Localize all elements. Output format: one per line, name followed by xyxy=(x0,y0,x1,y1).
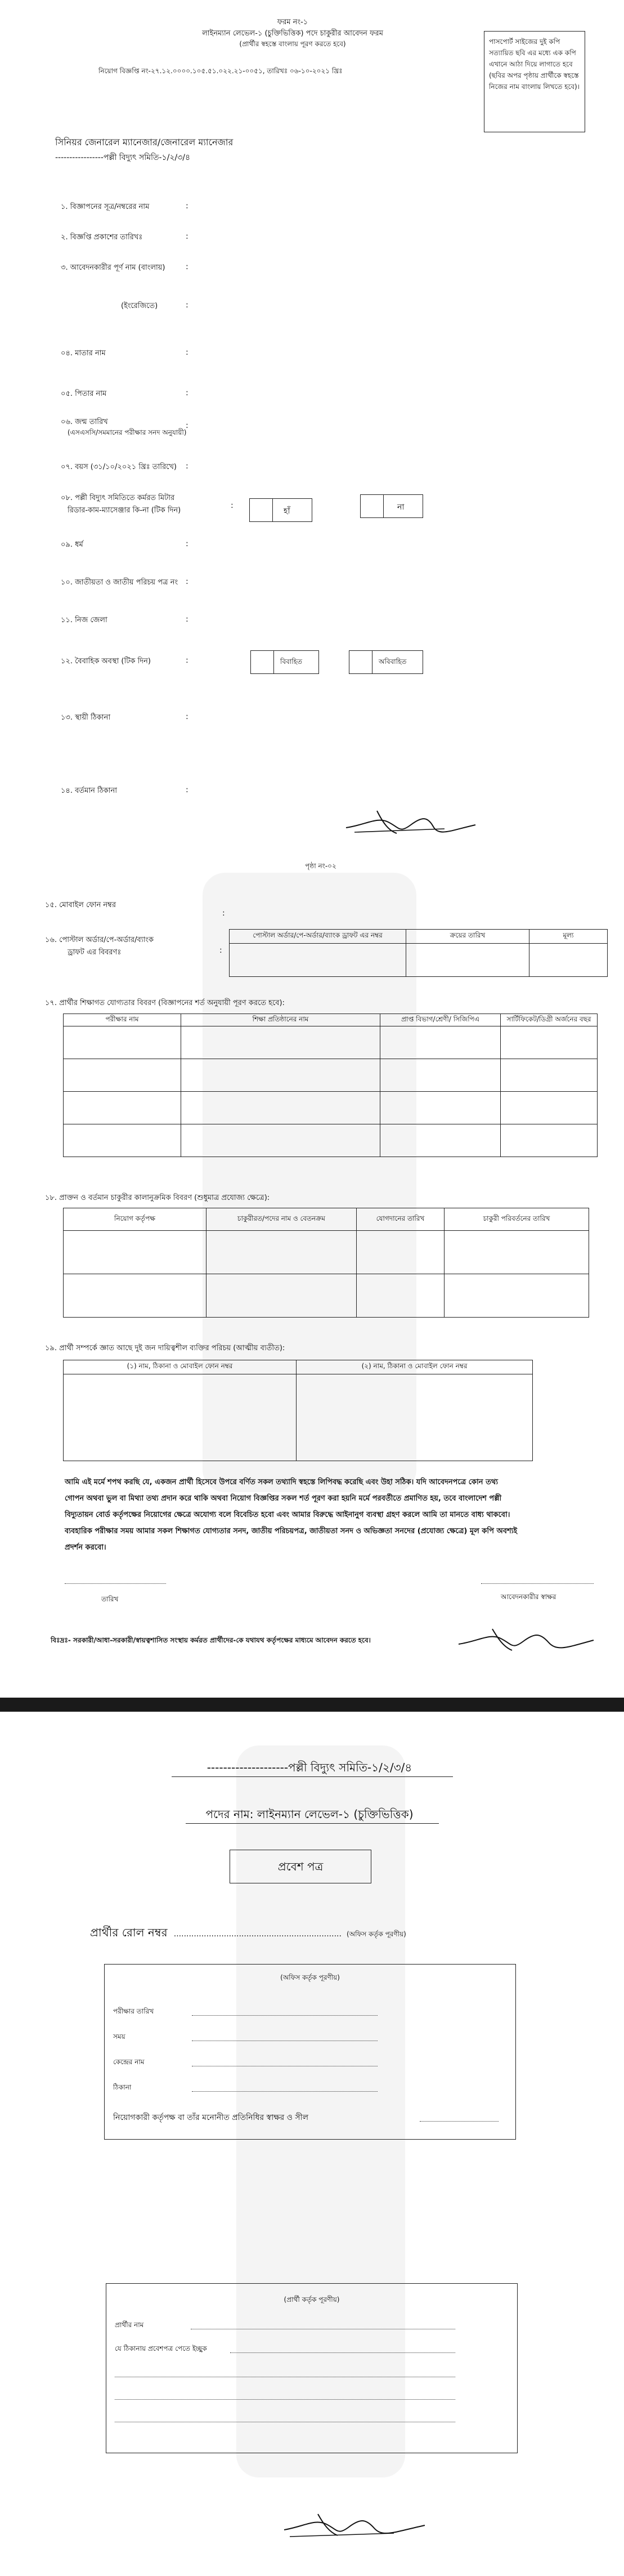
employment-table xyxy=(63,1208,589,1318)
section-employment: ১৮. প্রাক্তন ও বর্তমান চাকুরীর কালানুক্রমিক বিবরণ (শুধুমাত্র প্রযোজ্য ক্ষেত্রে): xyxy=(45,1194,270,1202)
declaration-line: গোপন অথবা ভুল বা মিথ্যা তথ্য প্রদান করে থাকি অথবা নিয়োগ বিজ্ঞপ্তির সকল শর্ত পূরণ করা হয়নি মর্মে পরবর্তীতে প্রমাণিত হয়, তবে বাংলাদেশ পল্লী xyxy=(65,1494,502,1503)
job-cell[interactable] xyxy=(357,1274,445,1318)
field-name-bangla: ৩. আবেদনকারীর পূর্ণ নাম (বাংলায়) xyxy=(61,264,165,272)
form-subtitle: (প্রার্থীর স্বহস্তে বাংলায় পূরণ করতে হবে) xyxy=(239,40,346,48)
job-header-join: যোগদানের তারিখ xyxy=(357,1208,445,1231)
field-nid: ১০. জাতীয়তা ও জাতীয় পরিচয় পত্র নং xyxy=(61,578,178,587)
field-permanent-address: ১৩. স্থায়ী ঠিকানা xyxy=(61,713,111,722)
authority-signature-label: নিয়োগকারী কর্তৃপক্ষ বা তাঁর মনোনীত প্রতিনিধির স্বাক্ষর ও সীল xyxy=(113,2113,309,2122)
edu-cell[interactable] xyxy=(380,1124,501,1157)
underline xyxy=(172,1776,453,1777)
job-header-change: চাকুরী পরিবর্তনের তারিখ xyxy=(445,1208,589,1231)
colon: : xyxy=(186,462,188,471)
edu-header-institute: শিক্ষা প্রতিষ্ঠানের নাম xyxy=(181,1014,380,1026)
edu-cell[interactable] xyxy=(64,1059,181,1092)
job-header-post: চাকুরীরত/পদের নাম ও বেতনক্রম xyxy=(206,1208,357,1231)
office-field-address: ঠিকানা xyxy=(113,2083,132,2091)
job-cell[interactable] xyxy=(64,1274,206,1318)
signature-mark xyxy=(343,805,478,839)
option-yes-label: হাঁ xyxy=(284,507,290,516)
edu-cell[interactable] xyxy=(64,1026,181,1059)
colon: : xyxy=(186,348,188,357)
field-mother-name: ০৪. মাতার নাম xyxy=(61,349,106,358)
colon: : xyxy=(186,262,188,271)
edu-cell[interactable] xyxy=(64,1124,181,1157)
signature-mark xyxy=(281,2508,428,2542)
notice-reference: নিয়োগ বিজ্ঞপ্তি নং-২৭.১২.০০০০.১০৫.৫১.০২২.২১-০০৫১, তারিখঃ ০৬-১০-২০২১ খ্রিঃ xyxy=(98,67,343,75)
colon: : xyxy=(186,577,188,586)
edu-cell[interactable] xyxy=(181,1124,380,1157)
edu-cell[interactable] xyxy=(64,1092,181,1124)
form-number: ফরম নং-১ xyxy=(277,18,308,26)
edu-cell[interactable] xyxy=(181,1026,380,1059)
option-yes-box[interactable] xyxy=(249,498,312,522)
roll-label: প্রার্থীর রোল নম্বর xyxy=(90,1926,168,1939)
candidate-field-line[interactable] xyxy=(115,2399,455,2400)
field-birth-note: (এসএসসি/সমমানের পরীক্ষার সনদ অনুযায়ী) xyxy=(68,428,187,436)
authority-signature-line[interactable] xyxy=(420,2121,499,2122)
colon: : xyxy=(186,301,188,310)
colon: : xyxy=(186,712,188,721)
admit-header: --------------------পল্লী বিদ্যুৎ সমিতি-১/২/৩/৪ xyxy=(206,1761,412,1774)
colon: : xyxy=(186,232,188,241)
payment-table xyxy=(229,929,608,977)
page-number: পৃষ্ঠা নং-০২ xyxy=(305,862,336,870)
field-birth-date: ০৬. জন্ম তারিখ xyxy=(61,418,108,426)
signature-mark xyxy=(456,1624,596,1658)
option-married-label: বিবাহিত xyxy=(280,658,303,666)
recipient-designation: সিনিয়র জেনারেল ম্যানেজার/জেনারেল ম্যানেজার xyxy=(55,137,234,148)
field-religion: ০৯. ধর্ম xyxy=(61,541,83,549)
checkbox-yes[interactable] xyxy=(250,499,273,521)
office-field-centre: কেন্দ্রের নাম xyxy=(113,2058,145,2066)
office-box-title: (অফিস কর্তৃক পূরণীয়) xyxy=(280,1974,340,1981)
section-education: ১৭. প্রার্থীর শিক্ষাগত যোগ্যতার বিবরণ (বিজ্ঞাপনের শর্ত অনুযায়ী পূরণ করতে হবে): xyxy=(45,999,285,1007)
form-title: লাইনম্যান লেভেল-১ (চুক্তিভিত্তিক) পদে চাকুরীর আবেদন ফরম xyxy=(202,29,383,38)
signature-line[interactable] xyxy=(481,1583,594,1584)
photo-box: পাসপোর্ট সাইজের দুই কপি সত্যায়িত ছবি এর মধ্যে এক কপি এখানে আঠা দিয়ে লাগাতে হবে (ছবির অপর পৃষ্ঠায় প্রার্থীকে স্বহস্তে নিজের নাম বাংলায় লিখতে হবে)। xyxy=(484,31,585,132)
field-ad-ref: ১. বিজ্ঞাপনের সূত্র/নম্বরের নাম xyxy=(61,203,150,211)
edu-cell[interactable] xyxy=(501,1092,598,1124)
candidate-box xyxy=(106,2283,518,2453)
colon: : xyxy=(231,501,234,510)
job-cell[interactable] xyxy=(445,1274,589,1318)
admit-card-title: প্রবেশ পত্র xyxy=(230,1850,371,1883)
field-payment-2: ড্রাফট এর বিবরণঃ xyxy=(68,948,122,957)
field-payment: ১৬. পোস্টাল অর্ডার/পে-অর্ডার/ব্যাংক xyxy=(45,936,154,944)
option-married-box[interactable] xyxy=(250,650,319,674)
office-field-time: সময় xyxy=(113,2033,125,2041)
field-publish-date: ২. বিজ্ঞপ্তি প্রকাশের তারিখঃ xyxy=(61,233,143,242)
edu-cell[interactable] xyxy=(501,1124,598,1157)
edu-cell[interactable] xyxy=(181,1092,380,1124)
option-no-box[interactable] xyxy=(360,494,423,518)
checkbox-married[interactable] xyxy=(251,651,274,673)
colon: : xyxy=(186,785,188,794)
office-field-line[interactable] xyxy=(192,2015,378,2016)
section-references: ১৯. প্রার্থী সম্পর্কে জ্ঞাত আছে দুই জন দায়িত্বশীল ব্যক্তির পরিচয় (আত্মীয় ব্যতীত): xyxy=(45,1344,285,1352)
candidate-field-name: প্রার্থীর নাম xyxy=(115,2321,144,2329)
colon: : xyxy=(186,615,188,624)
signature-label: আবেদনকারীর স্বাক্ষর xyxy=(501,1593,556,1601)
payment-cell[interactable] xyxy=(529,944,608,977)
ref-cell[interactable] xyxy=(64,1374,297,1461)
date-label: তারিখ xyxy=(101,1595,119,1603)
field-home-district: ১১. নিজ জেলা xyxy=(61,616,107,624)
field-age: ০৭. বয়স (৩১/১০/২০২১ খ্রিঃ তারিখে) xyxy=(61,463,177,471)
job-cell[interactable] xyxy=(445,1231,589,1274)
edu-cell[interactable] xyxy=(501,1059,598,1092)
date-line[interactable] xyxy=(65,1583,166,1584)
candidate-field-line[interactable] xyxy=(230,2352,455,2353)
declaration xyxy=(65,1474,605,1556)
ref-cell[interactable] xyxy=(297,1374,533,1461)
payment-header-date: ক্রয়ের তারিখ xyxy=(406,930,529,944)
job-cell[interactable] xyxy=(357,1231,445,1274)
field-present-address: ১৪. বর্তমান ঠিকানা xyxy=(61,787,118,795)
declaration-line: আমি এই মর্মে শপথ করছি যে, একজন প্রার্থী হিসেবে উপরে বর্ণিত সকল তথ্যাদি স্বহস্তে লিপিবদ্ধ করেছি এবং উহা সঠিক। যদি আবেদনপত্রে কোন তথ্য xyxy=(65,1478,499,1486)
option-unmarried-label: অবিবাহিত xyxy=(379,658,407,666)
roll-row xyxy=(90,1925,406,1943)
job-header-authority: নিয়োগ কর্তৃপক্ষ xyxy=(64,1208,206,1231)
payment-header-amount: মূল্য xyxy=(529,930,608,944)
job-cell[interactable] xyxy=(206,1231,357,1274)
edu-header-year: সার্টিফিকেট/ডিগ্রী অর্জনের বছর xyxy=(501,1014,598,1026)
roll-dots[interactable]: ................................................................... xyxy=(173,1930,342,1939)
ref-header-2: (২) নাম, ঠিকানা ও মোবাইল ফোন নম্বর xyxy=(297,1360,533,1374)
checkbox-no[interactable] xyxy=(361,495,384,517)
edu-cell[interactable] xyxy=(380,1026,501,1059)
page-separator xyxy=(0,1698,624,1712)
ref-header-1: (১) নাম, ঠিকানা ও মোবাইল ফোন নম্বর xyxy=(64,1360,297,1374)
post-name: পদের নাম: লাইনম্যান লেভেল-১ (চুক্তিভিত্তিক) xyxy=(205,1807,414,1821)
colon: : xyxy=(186,202,188,211)
colon: : xyxy=(186,656,188,665)
colon: : xyxy=(186,421,188,430)
underline xyxy=(186,1823,439,1824)
colon: : xyxy=(219,946,222,955)
checkbox-unmarried[interactable] xyxy=(349,651,372,673)
payment-cell[interactable] xyxy=(230,944,406,977)
references-table xyxy=(63,1360,533,1461)
office-field-line[interactable] xyxy=(192,2091,378,2092)
declaration-line: বিদ্যুতায়ন বোর্ড কর্তৃপক্ষের নিয়োগের ক্ষেত্রে অযোগ্য বলে বিবেচিত হবো এবং আমার বিরুদ্ধে আইনানুগ ব্যবস্থা গ্রহণ করলে আমি তা মানতে বাধ্য থাকবো। xyxy=(65,1511,510,1519)
colon: : xyxy=(186,539,188,548)
education-table xyxy=(63,1014,598,1157)
option-no-label: না xyxy=(397,503,405,512)
colon: : xyxy=(222,909,225,918)
declaration-line: ব্যবহারিক পরীক্ষার সময় আমার সকল শিক্ষাগত যোগ্যতার সনদ, জাতীয় পরিচয়পত্র, জাতীয়তা সনদ ও অভিজ্ঞতা সনদের (প্রযোজ্য ক্ষেত্রে) মূল কপি অবশ্যই xyxy=(65,1527,518,1535)
edu-cell[interactable] xyxy=(380,1059,501,1092)
edu-cell[interactable] xyxy=(380,1092,501,1124)
job-cell[interactable] xyxy=(64,1231,206,1274)
field-mobile: ১৫. মোবাইল ফোন নম্বর xyxy=(45,901,116,909)
roll-note: (অফিস কর্তৃক পূরণীয়) xyxy=(347,1930,406,1938)
payment-header-number: পোস্টাল অর্ডার/পে-অর্ডার/ব্যাংক ড্রাফট এর নম্বর xyxy=(230,930,406,944)
office-box xyxy=(104,1964,516,2140)
job-cell[interactable] xyxy=(206,1274,357,1318)
field-marital: ১২. বৈবাহিক অবস্থা (টিক দিন) xyxy=(61,657,151,666)
field-meter-reader-2: রিডার-কাম-ম্যাসেঞ্জার কি-না (টিক দিন) xyxy=(68,506,181,515)
payment-cell[interactable] xyxy=(406,944,529,977)
candidate-field-address: যে ঠিকানায় প্রবেশপত্র পেতে ইচ্ছুক xyxy=(115,2345,207,2352)
admit-card-page xyxy=(0,1712,624,2576)
field-name-english: (ইংরেজিতে) xyxy=(121,302,158,310)
edu-header-exam: পরীক্ষার নাম xyxy=(64,1014,181,1026)
edu-header-result: প্রাপ্ত বিভাগ/শ্রেণী/ সিজিপিএ xyxy=(380,1014,501,1026)
recipient-office: -----------------পল্লী বিদ্যুৎ সমিতি-১/২/৩/৪ xyxy=(55,153,191,162)
declaration-line: প্রদর্শন করবো। xyxy=(65,1543,106,1552)
option-unmarried-box[interactable] xyxy=(349,650,423,674)
colon: : xyxy=(186,389,188,398)
candidate-box-title: (প্রার্থী কর্তৃক পূরণীয়) xyxy=(284,2296,340,2303)
office-field-exam-date: পরীক্ষার তারিখ xyxy=(113,2007,154,2015)
field-father-name: ০৫. পিতার নাম xyxy=(61,390,107,398)
field-meter-reader: ০৮. পল্লী বিদ্যুৎ সমিতিতে কর্মরত মিটার xyxy=(61,494,175,502)
edu-cell[interactable] xyxy=(181,1059,380,1092)
edu-cell[interactable] xyxy=(501,1026,598,1059)
footnote: বিঃদ্রঃ- সরকারী/আধা-সরকারী/স্বায়ত্বশাসিত সংস্থায় কর্মরত প্রার্থীদের-কে যথাযথ কর্তৃপক্ষের মাধ্যমে আবেদন করতে হবে। xyxy=(51,1636,371,1644)
